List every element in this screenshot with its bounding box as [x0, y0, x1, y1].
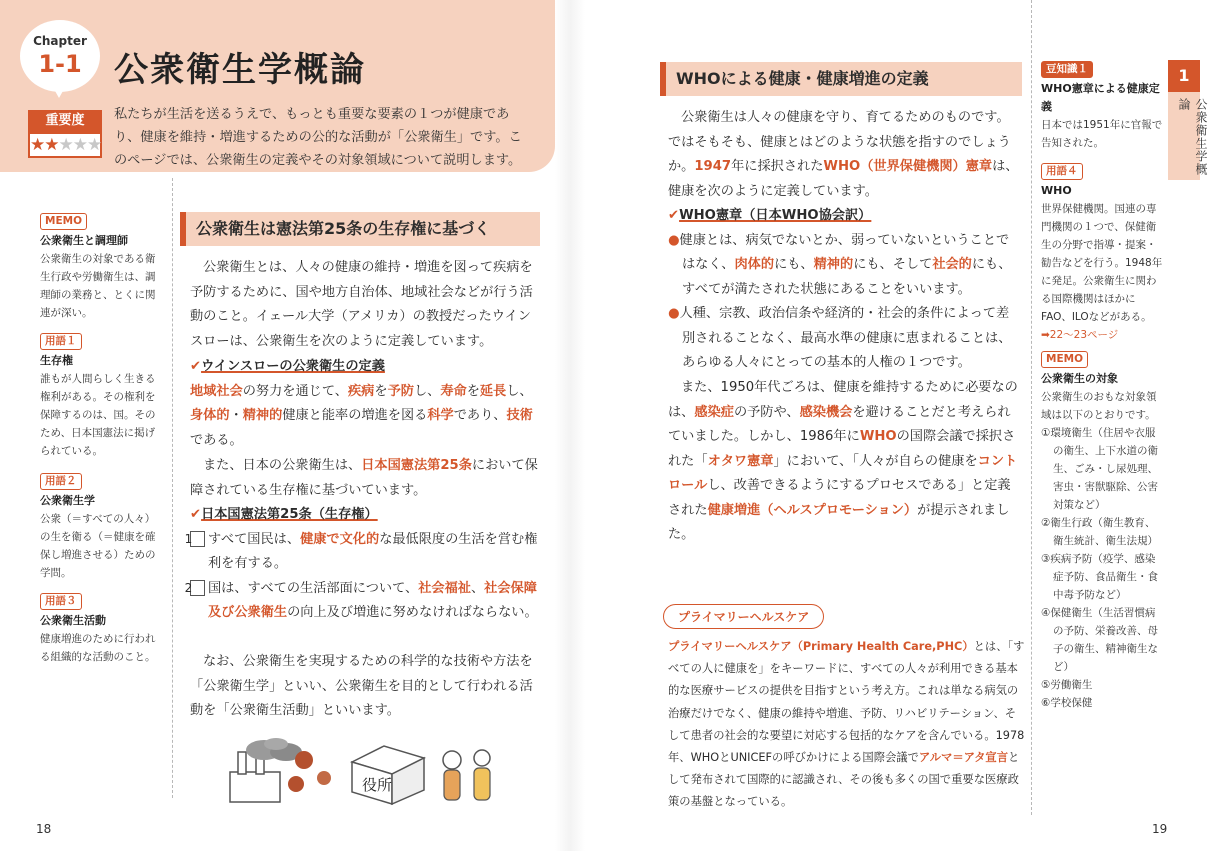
importance-label: 重要度 [28, 110, 102, 132]
trivia-tag: 豆知識１ [1041, 61, 1093, 78]
star-empty-icon: ★ [72, 135, 87, 155]
article-heading: ✔日本国憲法第25条（生存権） [190, 507, 378, 522]
section2-paragraph: 公衆衛生は人々の健康を守り、育てるためのものです。ではそもそも、健康とはどのような状態を指すのでしょうか。1947年に採択されたWHO（世界保健機関）憲章は、健康を次のように定義しています。 [668, 110, 1019, 199]
check-icon: ✔ [668, 208, 680, 223]
memo-note [40, 212, 162, 322]
margin-divider [1031, 0, 1032, 815]
term-text: 世界保健機関。国連の専門機関の１つで、保健衛生の分野で指導・提案・勧告などを行う。1948年に発足。公衆衛生に関わる国際機関はほかにFAO、ILOなどがある。 [1041, 203, 1163, 323]
charter-heading: ✔WHO憲章（日本WHO協会訳） [668, 208, 872, 223]
term-tag: 用語４ [1041, 163, 1083, 180]
term-title: WHO [1041, 184, 1072, 197]
definition-body: 地域社会の努力を通じて、疾病を予防し、寿命を延長し、身体的・精神的健康と能率の増進を図る科学であり、技術である。 [190, 383, 533, 448]
memo-list-item: ⑥学校保健 [1041, 697, 1093, 709]
article-clause-1: 1 すべて国民は、健康で文化的な最低限度の生活を営む権利を有する。 [184, 531, 538, 571]
page-title: 公衆衛生学概論 [114, 50, 366, 90]
primary-health-care-tag: プライマリーヘルスケア [663, 604, 824, 629]
government-office-icon [352, 746, 424, 804]
star-empty-icon: ★ [58, 135, 73, 155]
importance-rating [28, 110, 102, 158]
who-charter [668, 204, 1020, 376]
trivia-text: 日本では1951年に官報で告知された。 [1041, 119, 1163, 149]
office-sign-text: 役所 [362, 776, 393, 794]
check-icon: ✔ [190, 359, 202, 374]
section-heading: 公衆衛生は憲法第25条の生存権に基づく [180, 212, 540, 246]
memo-tag: MEMO [40, 213, 87, 230]
chapter-number: 1-1 [38, 50, 82, 78]
memo-list-item: ②衛生行政（衛生教育、衛生統計、衛生法規） [1041, 517, 1158, 547]
article-clause-2: 2 国は、すべての生活部面について、社会福祉、社会保障及び公衆衛生の向上及び増進に努めなければならない。 [184, 580, 538, 620]
term-tag: 用語３ [40, 593, 82, 610]
health-promotion-paragraph: また、1950年代ごろは、健康を維持するために必要なのは、感染症の予防や、感染機会を避けることだと考えられていました。しかし、1986年にWHOの国際会議で採択された「オタワ憲章」において、「人々が自らの健康をコントロールし、改善できるようにするプロセスである」と定義された健康増進（ヘルスプロモーション）が提示されました。 [668, 380, 1018, 542]
factory-icon [230, 752, 280, 802]
charter-bullet-1: ●健康とは、病気でないとか、弱っていないということではなく、肉体的にも、精神的にも、そして社会的にも、すべてが満たされた状態にあることをいいます。 [668, 232, 1012, 297]
importance-stars [28, 132, 102, 158]
pollution-illustration [224, 738, 514, 806]
smoke-cloud-icon [246, 738, 302, 761]
chapter-badge [20, 20, 100, 92]
memo-title: 公衆衛生と調理師 [40, 234, 128, 247]
memo-list-item: ③疾病予防（疫学、感染症予防、食品衛生・食中毒予防など） [1041, 553, 1158, 601]
term-title: 生存権 [40, 354, 73, 367]
constitution-paragraph: また、日本の公衆衛生は、日本国憲法第25条において保障されている生存権に基づいています。 [190, 458, 538, 498]
chapter-label: Chapter [33, 34, 87, 48]
term-note-3 [40, 592, 162, 666]
check-icon: ✔ [190, 507, 202, 522]
chapter-intro: 私たちが生活を送るうえで、もっとも重要な要素の１つが健康であり、健康を維持・増進するための公的な活動が「公衆衛生」です。このページでは、公衆衛生の定義やその対象領域について説明します。 [114, 107, 522, 168]
memo-list-item: ④保健衛生（生活習慣病の予防、栄養改善、母子の衛生、精神衛生など） [1041, 607, 1158, 673]
chapter-tab-label: 公衆衛生学概論 [1177, 98, 1208, 176]
memo-title: 公衆衛生の対象 [1041, 372, 1118, 385]
chapter-index-tab[interactable] [1168, 60, 1208, 180]
memo-list-item: ①環境衛生（住居や衣服の衛生、上下水道の衛生、ごみ・し尿処理、害虫・害獣駆除、公害対策など） [1041, 427, 1158, 511]
primary-health-care-text: プライマリーヘルスケア（Primary Health Care,PHC）とは、「すべての人に健康を」をキーワードに、すべての人々が利用できる基本的な医療サービスの提供を目指すという考え方。これは単なる病気の治療だけでなく、健康の維持や増進、予防、リハビリテーション、そして患者の社会的な要望に対応する包括的なケアを含んでいる。1978年、WHOとUNICEFの呼びかけによる国際会議でアルマ＝アタ宣言として発布されて国際的に認識され、その後も多くの国で重要な医療政策の基盤となっている。 [668, 640, 1025, 809]
margin-divider [172, 178, 173, 798]
bullet-icon: ● [668, 306, 680, 321]
chapter-tab-number: 1 [1168, 60, 1200, 92]
term-note-1 [40, 332, 162, 460]
term-tag: 用語１ [40, 333, 82, 350]
memo-text: 公衆衛生のおもな対象領域は以下のとおりです。 [1041, 391, 1157, 421]
people-icon [443, 750, 490, 800]
term-note-4 [1041, 162, 1165, 344]
charter-bullet-2: ●人種、宗教、政治信条や経済的・社会的条件によって差別されることなく、最高水準の健康に恵まれることは、あらゆる人々にとっての基本的人権の１つです。 [668, 306, 1012, 370]
term-note-2 [40, 472, 162, 582]
constitution-article [184, 503, 540, 626]
memo-note-targets [1041, 350, 1165, 712]
term-text: 公衆（＝すべての人々）の生を衛る（＝健康を確保し増進させる）ための学問。 [40, 513, 156, 579]
term-tag: 用語２ [40, 473, 82, 490]
term-text: 健康増進のために行われる組織的な活動のこと。 [40, 633, 156, 663]
page-number-right: 19 [1152, 822, 1168, 836]
bullet-icon: ● [668, 232, 680, 248]
page-reference-link[interactable]: ➡22〜23ページ [1041, 329, 1119, 341]
winslow-definition [190, 355, 540, 453]
memo-list-item: ⑤労働衛生 [1041, 679, 1093, 691]
memo-text: 公衆衛生の対象である衛生行政や労働衛生は、調理師の業務と、とくに関連が深い。 [40, 253, 156, 319]
trivia-title: WHO憲章による健康定義 [1041, 82, 1160, 113]
star-filled-icon: ★ [30, 135, 45, 155]
memo-tag: MEMO [1041, 351, 1088, 368]
star-filled-icon: ★ [44, 135, 59, 155]
term-title: 公衆衛生活動 [40, 614, 106, 627]
page-number-left: 18 [36, 822, 52, 836]
definition-heading: ✔ウインスローの公衆衛生の定義 [190, 359, 385, 374]
public-health-science-paragraph: なお、公衆衛生を実現するための科学的な技術や方法を「公衆衛生学」といい、公衆衛生を目的として行われる活動を「公衆衛生活動」といいます。 [190, 654, 533, 718]
book-spine [555, 0, 585, 851]
term-text: 誰もが人間らしく生きる権利がある。その権利を保障するのは、国。そのため、日本国憲法に掲げられている。 [40, 373, 156, 457]
term-title: 公衆衛生学 [40, 494, 95, 507]
section-heading: WHOによる健康・健康増進の定義 [660, 62, 1022, 96]
section1-paragraph: 公衆衛生とは、人々の健康の維持・増進を図って疾病を予防するために、国や地方自治体、地域社会などが行う活動のこと。イェール大学（アメリカ）の教授だったウインスローは、公衆衛生を次のように定義しています。 [190, 260, 533, 349]
star-empty-icon: ★ [87, 135, 102, 155]
trivia-note [1041, 60, 1165, 152]
